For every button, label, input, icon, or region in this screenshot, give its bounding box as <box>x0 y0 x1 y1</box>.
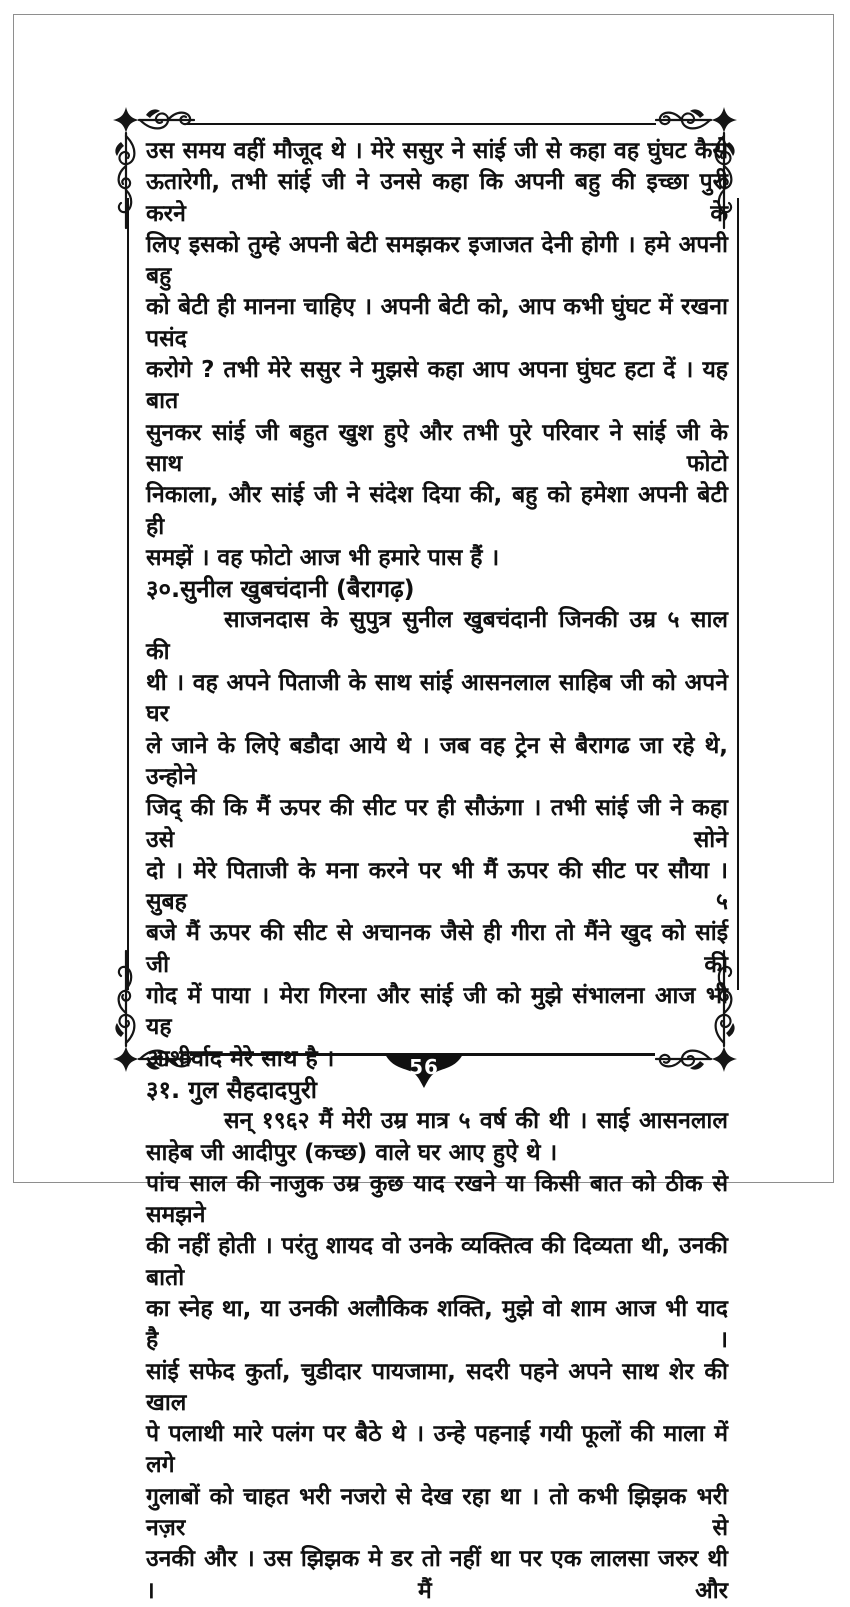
page-number: 56 <box>409 1055 439 1079</box>
paragraph-line: गुलाबों को चाहत भरी नजरो से देख रहा था । तो कभी झिझक भरी नज़र से <box>146 1483 728 1542</box>
paragraph-line: साजनदास के सुपुत्र सुनील खुबचंदानी जिनकी उम्र ५ साल की <box>146 607 728 665</box>
paragraph-line: की नहीं होती । परंतु शायद वो उनके व्यक्तित्व की दिव्यता थी, उनकी बातो <box>146 1233 728 1291</box>
frame-rule-right <box>737 198 739 990</box>
paragraph-line: उनकी और । उस झिझक मे डर तो नहीं था पर एक लालसा जरुर थी । मैं और <box>146 1546 728 1604</box>
paragraph-line: जिद् की कि मैं ऊपर की सीट पर ही सौऊंगा । तभी सांई जी ने कहा उसे सोने <box>146 795 728 853</box>
paragraph-line: को बेटी ही मानना चाहिए । अपनी बेटी को, आप कभी घुंघट में रखना पसंद <box>146 294 728 352</box>
paragraph-line: गोद में पाया । मेरा गिरना और सांई जी को मुझे संभालना आज भी यह <box>146 983 728 1041</box>
paragraph-line: दो । मेरे पिताजी के मना करने पर भी मैं ऊपर की सीट पर सौया । सुबह ५ <box>146 857 728 916</box>
frame-rule-top <box>186 123 656 125</box>
page-content <box>146 136 728 1607</box>
paragraph-line: का स्नेह था, या उनकी अलौकिक शक्ति, मुझे वो शाम आज भी याद है । <box>146 1295 728 1354</box>
paragraph-line: सांई सफेद कुर्ता, चुडीदार पायजामा, सदरी पहने अपने साथ शेर की खाल <box>146 1358 728 1416</box>
page-number-badge <box>384 1054 464 1094</box>
paragraph-line: उस समय वहीं मौजूद थे । मेरे ससुर ने सांई जी से कहा वह घुंघट कैसे <box>146 138 728 164</box>
paragraph-line: ऊतारेगी, तभी सांई जी ने उनसे कहा कि अपनी बहु की इच्छा पुरी करने के <box>146 169 728 227</box>
paragraph-line: बजे मैं ऊपर की सीट से अचानक जैसे ही गीरा तो मैंने खुद को सांई जी की <box>146 920 728 978</box>
paragraph-line: सन् १९६२ मैं मेरी उम्र मात्र ५ वर्ष की थी । साई आसनलाल <box>224 1108 728 1135</box>
section-heading-30: ३०.सुनील खुबचंदानी (बैरागढ़) <box>146 575 415 604</box>
paragraph-line: ले जाने के लिऐ बडौदा आये थे । जब वह ट्रेन से बैरागढ जा रहे थे, उन्होने <box>146 732 728 790</box>
paragraph-line: करोगे ? तभी मेरे ससुर ने मुझसे कहा आप अपना घुंघट हटा दें । यह बात <box>146 357 728 415</box>
paragraph-line: थी । वह अपने पिताजी के साथ सांई आसनलाल साहिब जी को अपने घर <box>146 670 728 728</box>
paragraph-line: आशीर्वाद मेरे साथ है । <box>146 1045 335 1072</box>
section-heading-31: ३१. गुल सैहदादपुरी <box>146 1075 317 1104</box>
paragraph-line: पे पलाथी मारे पलंग पर बैठे थे । उन्हे पहनाई गयी फूलों की माला में लगे <box>146 1421 728 1479</box>
paragraph-line: समझें । वह फोटो आज भी हमारे पास हैं । <box>146 544 500 571</box>
paragraph-line: पांच साल की नाजुक उम्र कुछ याद रखने या किसी बात को ठीक से समझने <box>146 1170 728 1229</box>
paragraph-line: साहेब जी आदीपुर (कच्छ) वाले घर आए हुऐ थे । <box>146 1139 558 1166</box>
paragraph-line: निकाला, और सांई जी ने संदेश दिया की, बहु को हमेशा अपनी बेटी ही <box>146 482 728 540</box>
paragraph-line: लिए इसको तुम्हे अपनी बेटी समझकर इजाजत देनी होगी । हमे अपनी बहु <box>146 231 728 290</box>
paragraph-line: सुनकर सांई जी बहुत खुश हुऐ और तभी पुरे परिवार ने सांई जी के साथ फोटो <box>146 419 728 477</box>
frame-rule-left <box>127 198 129 990</box>
